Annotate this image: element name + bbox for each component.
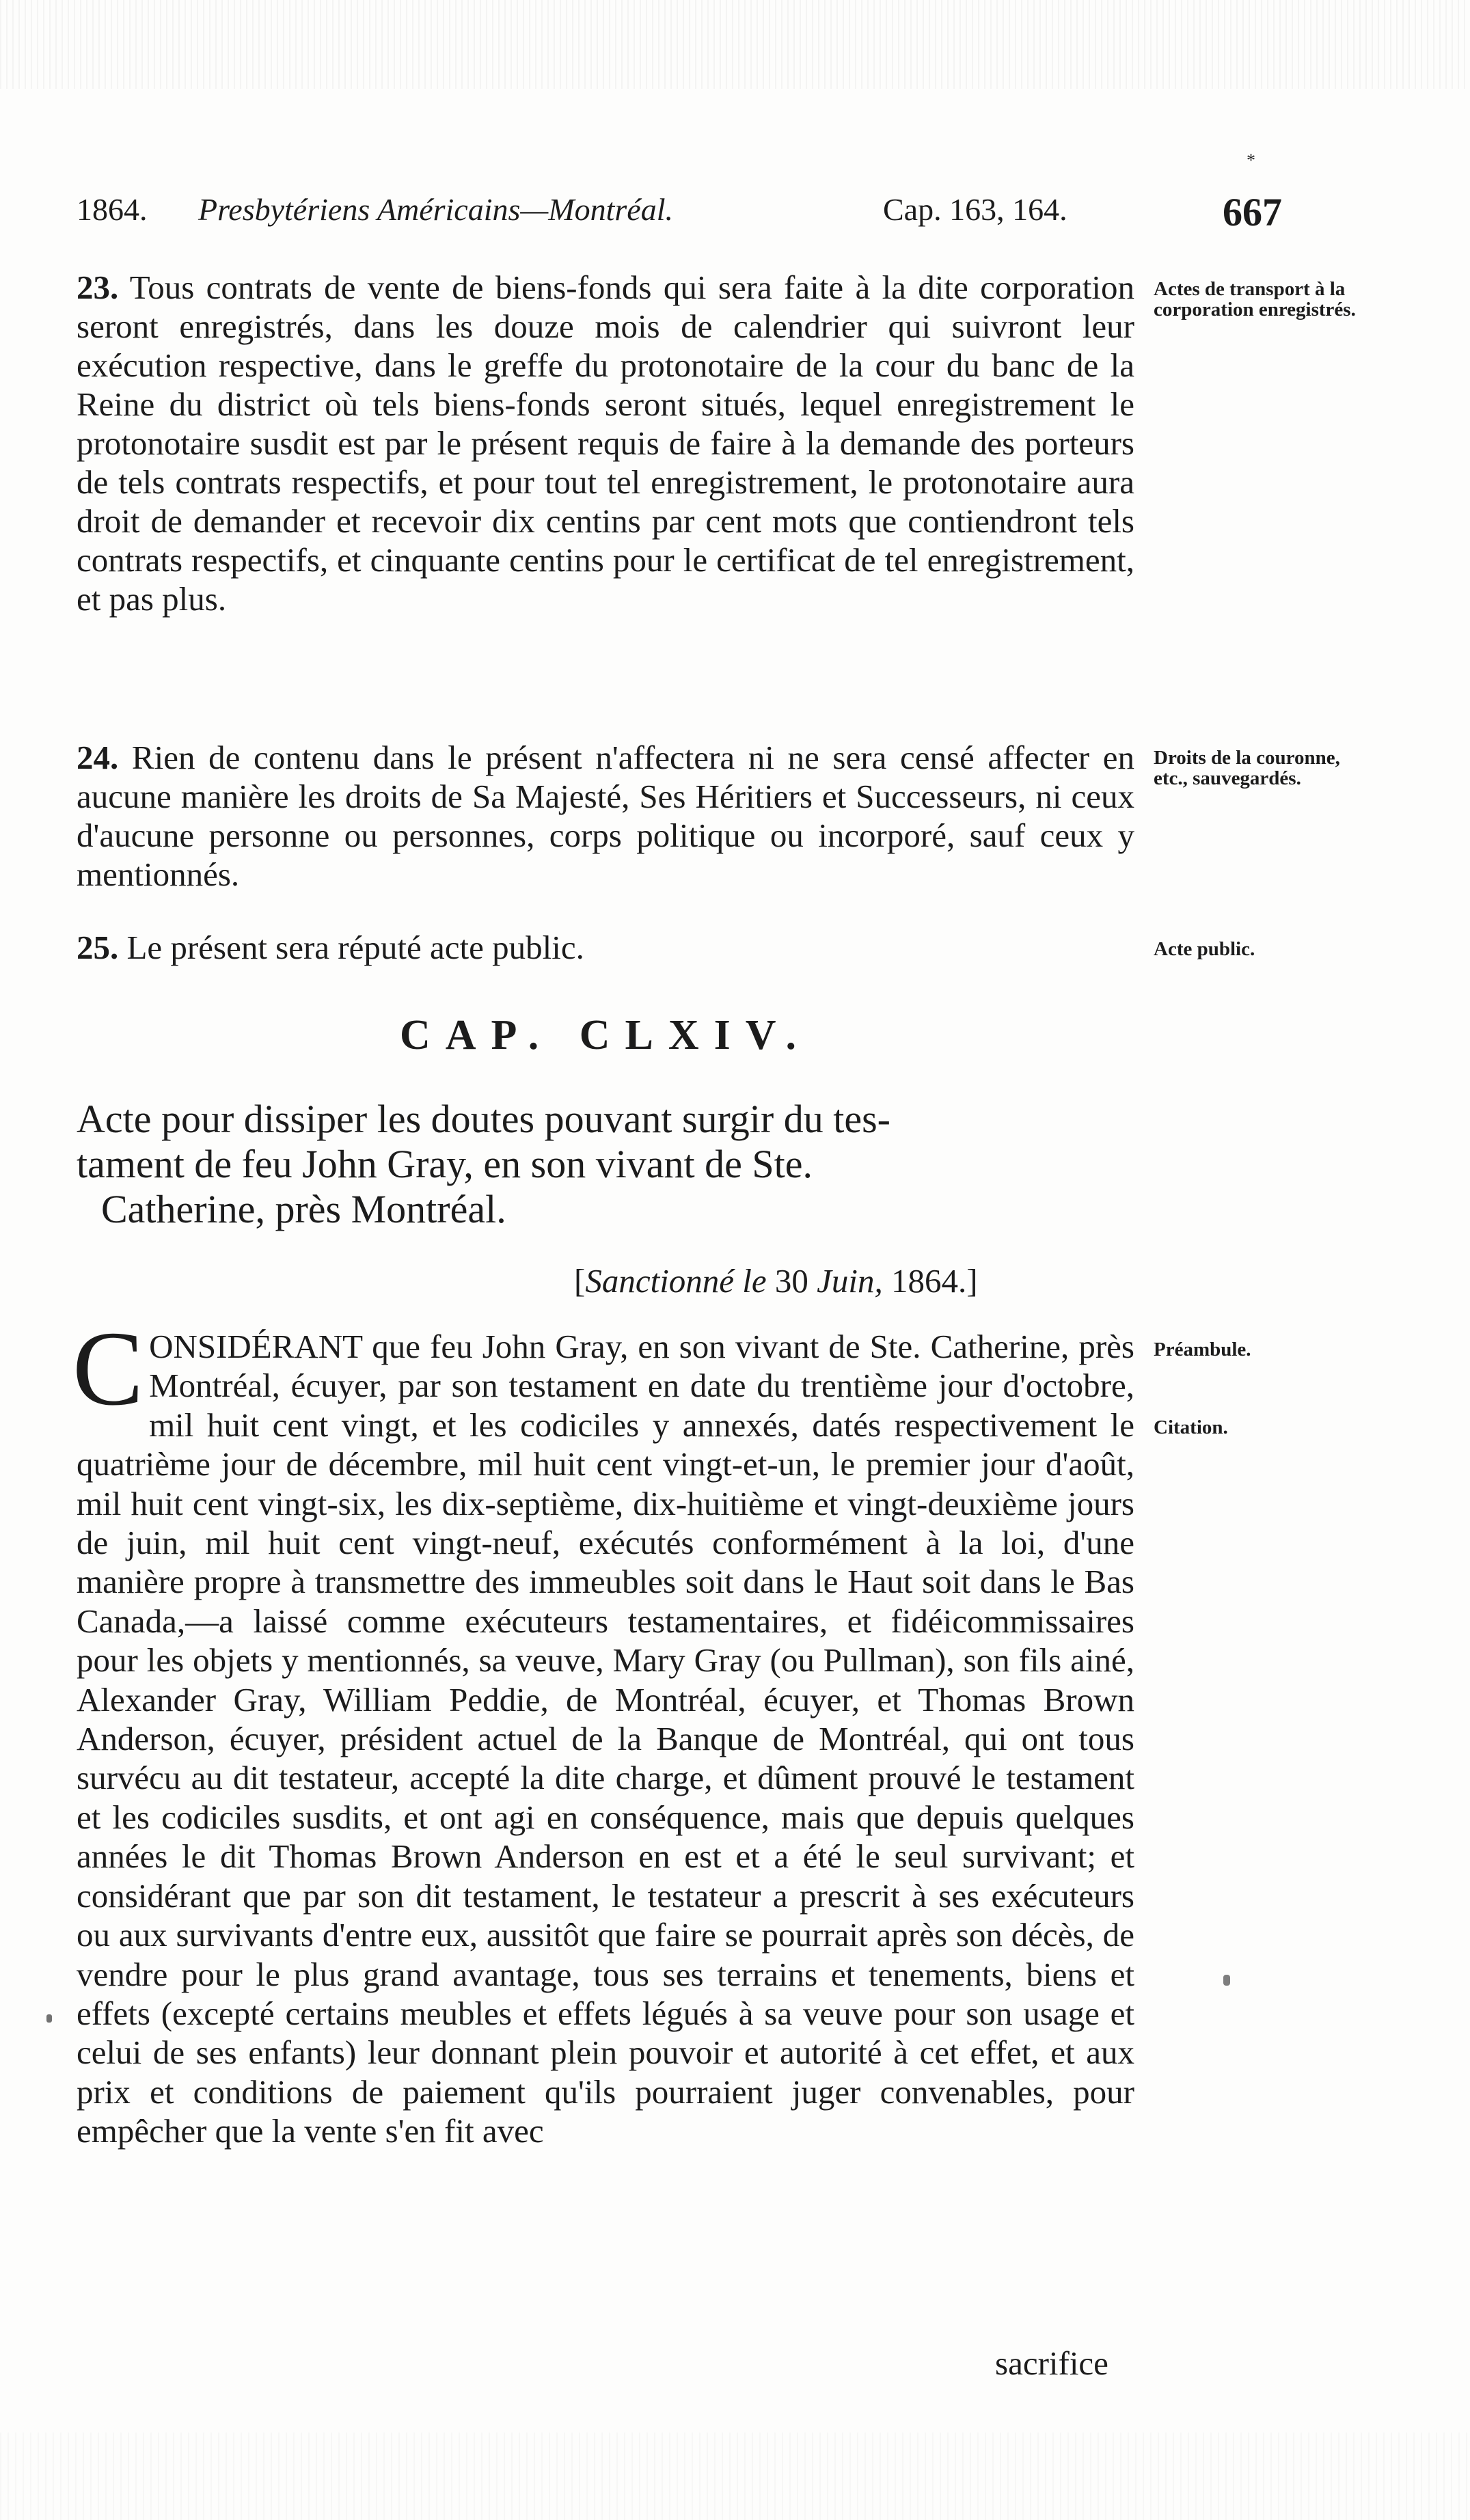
section-23: [77, 268, 1134, 618]
header-chapter: Cap. 163, 164.: [883, 192, 1067, 227]
header-mark: *: [1247, 150, 1255, 170]
section-number: 24.: [77, 739, 119, 776]
section-text: Rien de contenu dans le présent n'affectera ni ne sera censé affecter en aucune manière les droits de Sa Majesté, Ses Héritiers et Successeurs, ni ceux d'aucune personne ou personnes, corps politique ou incorporé, sauf ceux y mentionnés.: [77, 739, 1134, 893]
page-number: 667: [1223, 190, 1282, 234]
sanction-month: Juin,: [817, 1262, 883, 1300]
act-title-line-1: Acte pour dissiper les doutes pouvant surgir du tes-: [77, 1097, 890, 1141]
section-number: 23.: [77, 269, 119, 306]
marginal-note-preamble: Préambule.: [1154, 1339, 1251, 1360]
sanction-open: [: [574, 1262, 586, 1300]
sanction-day: 30: [766, 1262, 817, 1300]
ink-speck: [1223, 1975, 1230, 1986]
bottom-scan-noise: [0, 2433, 1470, 2520]
marginal-note-24: Droits de la couronne, etc., sauvegardés.: [1154, 747, 1340, 789]
header-title: Presbytériens Américains—Montréal.: [198, 192, 674, 227]
section-text: Tous contrats de vente de biens-fonds qui sera faite à la dite corporation seront enregistrés, dans les douze mois de calendrier qui suivront leur exécution respective, dans le greffe du protonotaire de la cour du banc de la Reine du district où tels biens-fonds seront situés, lequel enregistrement le protonotaire susdit est par le présent requis de faire à la demande des porteurs de tels contrats respectifs, et pour tout tel enregistrement, le protonotaire aura droit de demander et recevoir dix centins par cent mots que contiendront tels contrats respectifs, et cinquante centins pour le certificat de tel enregistrement, et pas plus.: [77, 269, 1134, 618]
section-text: Le présent sera réputé acte public.: [126, 929, 584, 966]
preamble-text: que feu John Gray, en son vivant de Ste. Catherine, près Montréal, écuyer, par son testament en date du trentième jour d'octobre, mil huit cent vingt, et les codiciles y annexés, datés respectivement le quatrième jour de décembre, mil huit cent vingt-et-un, le premier jour d'août, mil huit cent vingt-six, les dix-septième, dix-huitième et vingt-deuxième jours de juin, mil huit cent vingt-neuf, exécutés conformément à la loi, d'une manière propre à transmettre des immeubles soit dans le Haut soit dans le Bas Canada,—a laissé comme exécuteurs testamentaires, et fidéicommissaires pour les objets y mentionnés, sa veuve, Mary Gray (ou Pullman), son fils ainé, Alexander Gray, William Peddie, de Montréal, écuyer, et Thomas Brown Anderson, écuyer, président actuel de la Banque de Montréal, qui ont tous survécu au dit testateur, accepté la dite charge, et dûment prouvé le testament et les codiciles susdits, et ont agi en conséquence, mais que depuis quelques années le dit Thomas Brown Anderson en est et a été le seul survivant; et considérant que par son dit testament, le testateur a prescrit à ses exécuteurs ou aux survivants d'entre eux, aussitôt que faire se pourrait après son décès, de vendre pour le plus grand avantage, tous ses terrains et tenements, biens et effets (excepté certains meubles et effets légués à sa veuve pour son usage et celui de ses enfants) leur donnant plein pouvoir et autorité à cet effet, et aux prix et conditions de paiement qu'ils pourraient juger convenables, pour empêcher que la vente s'en fit avec: [77, 1328, 1134, 2150]
margin-tick: [46, 2014, 52, 2023]
preamble: [72, 1309, 1134, 2151]
sanction-year: 1864.]: [882, 1262, 978, 1300]
header-year: 1864.: [77, 192, 148, 227]
section-25: [77, 928, 1134, 967]
marginal-note-23: Actes de transport à la corporation enregistrés.: [1154, 278, 1356, 320]
running-header: [77, 150, 1355, 234]
preamble-lead: ONSIDÉRANT: [149, 1328, 363, 1365]
act-title-line-3: Catherine, près Montréal.: [101, 1187, 506, 1231]
top-scan-noise: [0, 0, 1470, 89]
chapter-heading: CAP. CLXIV.: [399, 1012, 812, 1058]
sanction-date: [574, 1261, 978, 1302]
section-24: [77, 738, 1134, 894]
act-title-line-2: tament de feu John Gray, en son vivant de Ste.: [77, 1142, 813, 1186]
act-title: [77, 1097, 1134, 1232]
drop-cap: C: [72, 1309, 144, 1427]
sanction-italic: Sanctionné le: [585, 1262, 767, 1300]
section-number: 25.: [77, 929, 119, 966]
marginal-note-25: Acte public.: [1154, 938, 1255, 960]
catchword: sacrifice: [995, 2344, 1108, 2382]
marginal-note-citation: Citation.: [1154, 1416, 1228, 1438]
